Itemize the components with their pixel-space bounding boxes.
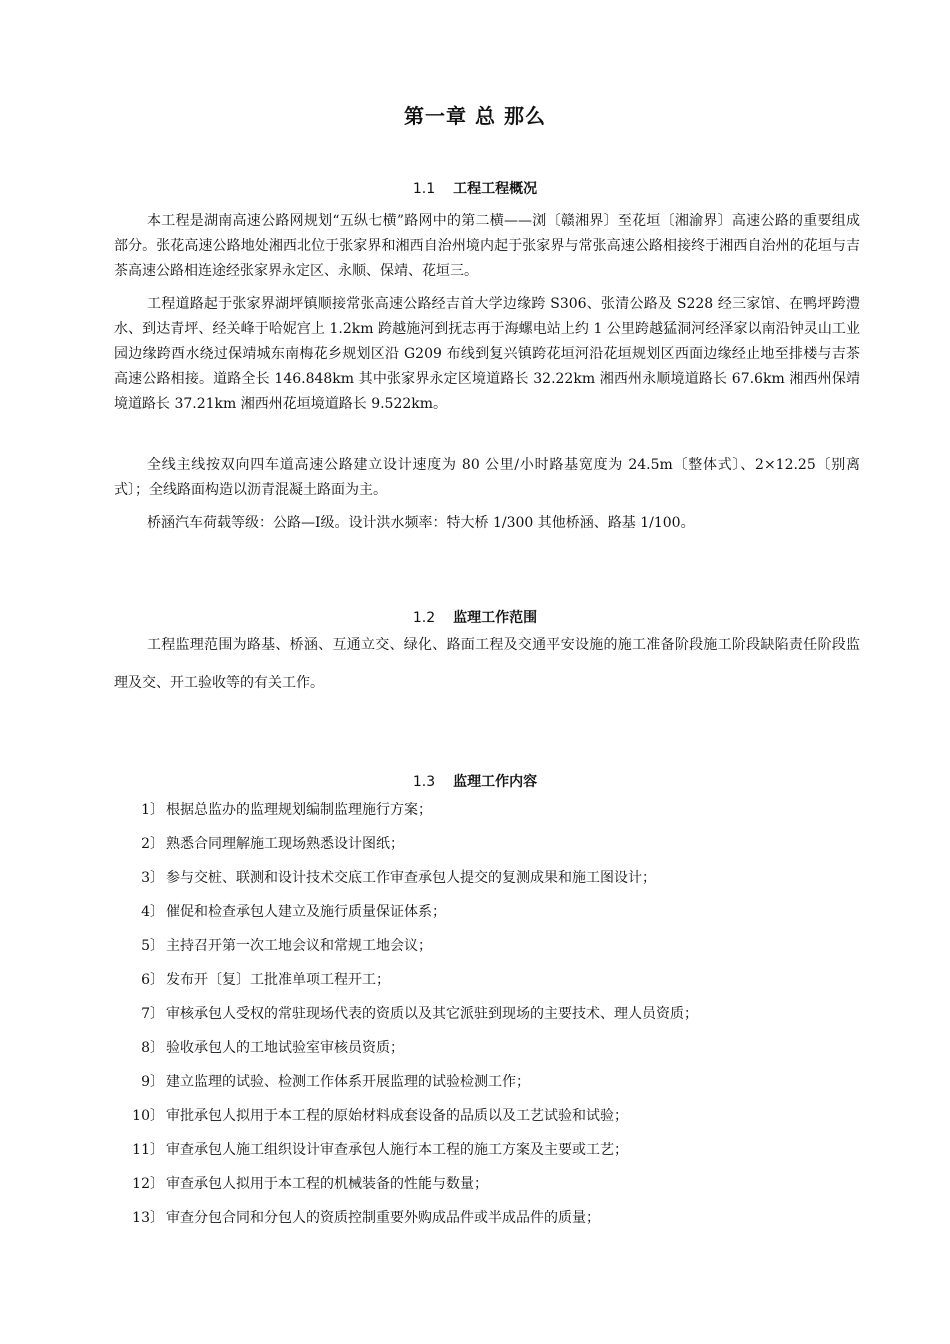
section-number: 1.2 (412, 610, 436, 626)
list-item-text: 催促和检查承包人建立及施行质量保证体系； (166, 904, 446, 920)
section-number: 1.1 (412, 181, 436, 197)
list-item (114, 1065, 860, 1099)
list-item-text: 审查承包人施工组织设计审查承包人施行本工程的施工方案及主要或工艺； (166, 1142, 628, 1158)
section-heading-1-3 (0, 771, 950, 791)
list-item-text: 发布开〔复〕工批准单项工程开工； (166, 972, 390, 988)
list-item (114, 861, 860, 895)
section-heading-1-1 (0, 178, 950, 198)
list-item-text: 审批承包人拟用于本工程的原始材料成套设备的品质以及工艺试验和试验； (166, 1108, 628, 1124)
list-item-text: 参与交桩、联测和设计技术交底工作审查承包人提交的复测成果和施工图设计； (166, 870, 656, 886)
list-item-text: 建立监理的试验、检测工作体系开展监理的试验检测工作； (166, 1074, 530, 1090)
list-item-text: 审查承包人拟用于本工程的机械装备的性能与数量； (166, 1176, 488, 1192)
list-item-index: 8〕 (141, 1040, 164, 1056)
list-item (114, 827, 860, 861)
section-title: 工程工程概况 (453, 181, 538, 197)
list-item-text: 验收承包人的工地试验室审核员资质； (166, 1040, 404, 1056)
work-content-list (114, 793, 860, 1235)
list-item (114, 895, 860, 929)
list-item (114, 1031, 860, 1065)
section-title: 监理工作内容 (453, 774, 538, 790)
list-item (114, 1133, 860, 1167)
paragraph: 本工程是湖南高速公路网规划“五纵七横”路网中的第二横——浏〔赣湘界〕至花垣〔湘渝界〕高速公路的重要组成部分。张花高速公路地处湘西北位于张家界和湘西自治州境内起于张家界与常张高速公路相接终于湘西自治州的花垣与吉茶高速公路相连途经张家界永定区、永顺、保靖、花垣三。 (114, 213, 860, 279)
list-item-index: 4〕 (141, 904, 164, 920)
list-item (114, 1099, 860, 1133)
list-item-index: 5〕 (141, 938, 164, 954)
list-item-text: 根据总监办的监理规划编制监理施行方案； (166, 802, 432, 818)
list-item-text: 审查分包合同和分包人的资质控制重要外购成品件或半成品件的质量； (166, 1210, 600, 1226)
section-heading-1-2 (0, 607, 950, 627)
list-item-index: 6〕 (141, 972, 164, 988)
list-item (114, 1167, 860, 1201)
list-item-text: 主持召开第一次工地会议和常规工地会议； (166, 938, 432, 954)
list-item (114, 997, 860, 1031)
section-title: 监理工作范围 (453, 610, 538, 626)
list-item (114, 929, 860, 963)
list-item-text: 审核承包人受权的常驻现场代表的资质以及其它派驻到现场的主要技术、理人员资质； (166, 1006, 698, 1022)
list-item-index: 2〕 (141, 836, 164, 852)
paragraph: 桥涵汽车荷载等级：公路—Ⅰ级。设计洪水频率：特大桥 1/300 其他桥涵、路基 1/100。 (147, 515, 695, 531)
paragraph: 全线主线按双向四车道高速公路建立设计速度为 80 公里/小时路基宽度为 24.5m〔整体式〕、2×12.25〔别离式〕；全线路面构造以沥青混凝土路面为主。 (114, 457, 860, 498)
list-item-index: 12〕 (132, 1176, 164, 1192)
list-item-index: 1〕 (141, 802, 164, 818)
list-item-text: 熟悉合同理解施工现场熟悉设计图纸； (166, 836, 404, 852)
list-item-index: 9〕 (141, 1074, 164, 1090)
list-item (114, 1201, 860, 1235)
section-number: 1.3 (412, 774, 436, 790)
list-item-index: 13〕 (132, 1210, 164, 1226)
list-item-index: 10〕 (132, 1108, 164, 1124)
list-item (114, 793, 860, 827)
list-item-index: 7〕 (141, 1006, 164, 1022)
chapter-title: 第一章 总 那么 (404, 104, 546, 128)
paragraph: 工程监理范围为路基、桥涵、互通立交、绿化、路面工程及交通平安设施的施工准备阶段施工阶段缺陷责任阶段监理及交、开工验收等的有关工作。 (114, 637, 860, 691)
paragraph: 工程道路起于张家界湖坪镇顺接常张高速公路经吉首大学边缘跨 S306、张清公路及 S228 经三家馆、在鸭坪跨澧水、到达青坪、经关峰于哈妮宫上 1.2km 跨越施河到抚志再于海螺电站上约 1 公里跨越猛洞河经泽家以南沿钟灵山工业园边缘跨酉水绕过保靖城东南梅花乡规划区沿 G209 布线到复兴镇跨花垣河沿花垣规划区西面边缘经止地至排楼与吉茶高速公路相接。道路全长 146.848km 其中张家界永定区境道路长 32.22km 湘西州永顺境道路长 67.6km 湘西州保靖境道路长 37.21km 湘西州花垣境道路长 9.522km。 (114, 296, 860, 412)
list-item (114, 963, 860, 997)
list-item-index: 11〕 (132, 1142, 164, 1158)
list-item-index: 3〕 (141, 870, 164, 886)
